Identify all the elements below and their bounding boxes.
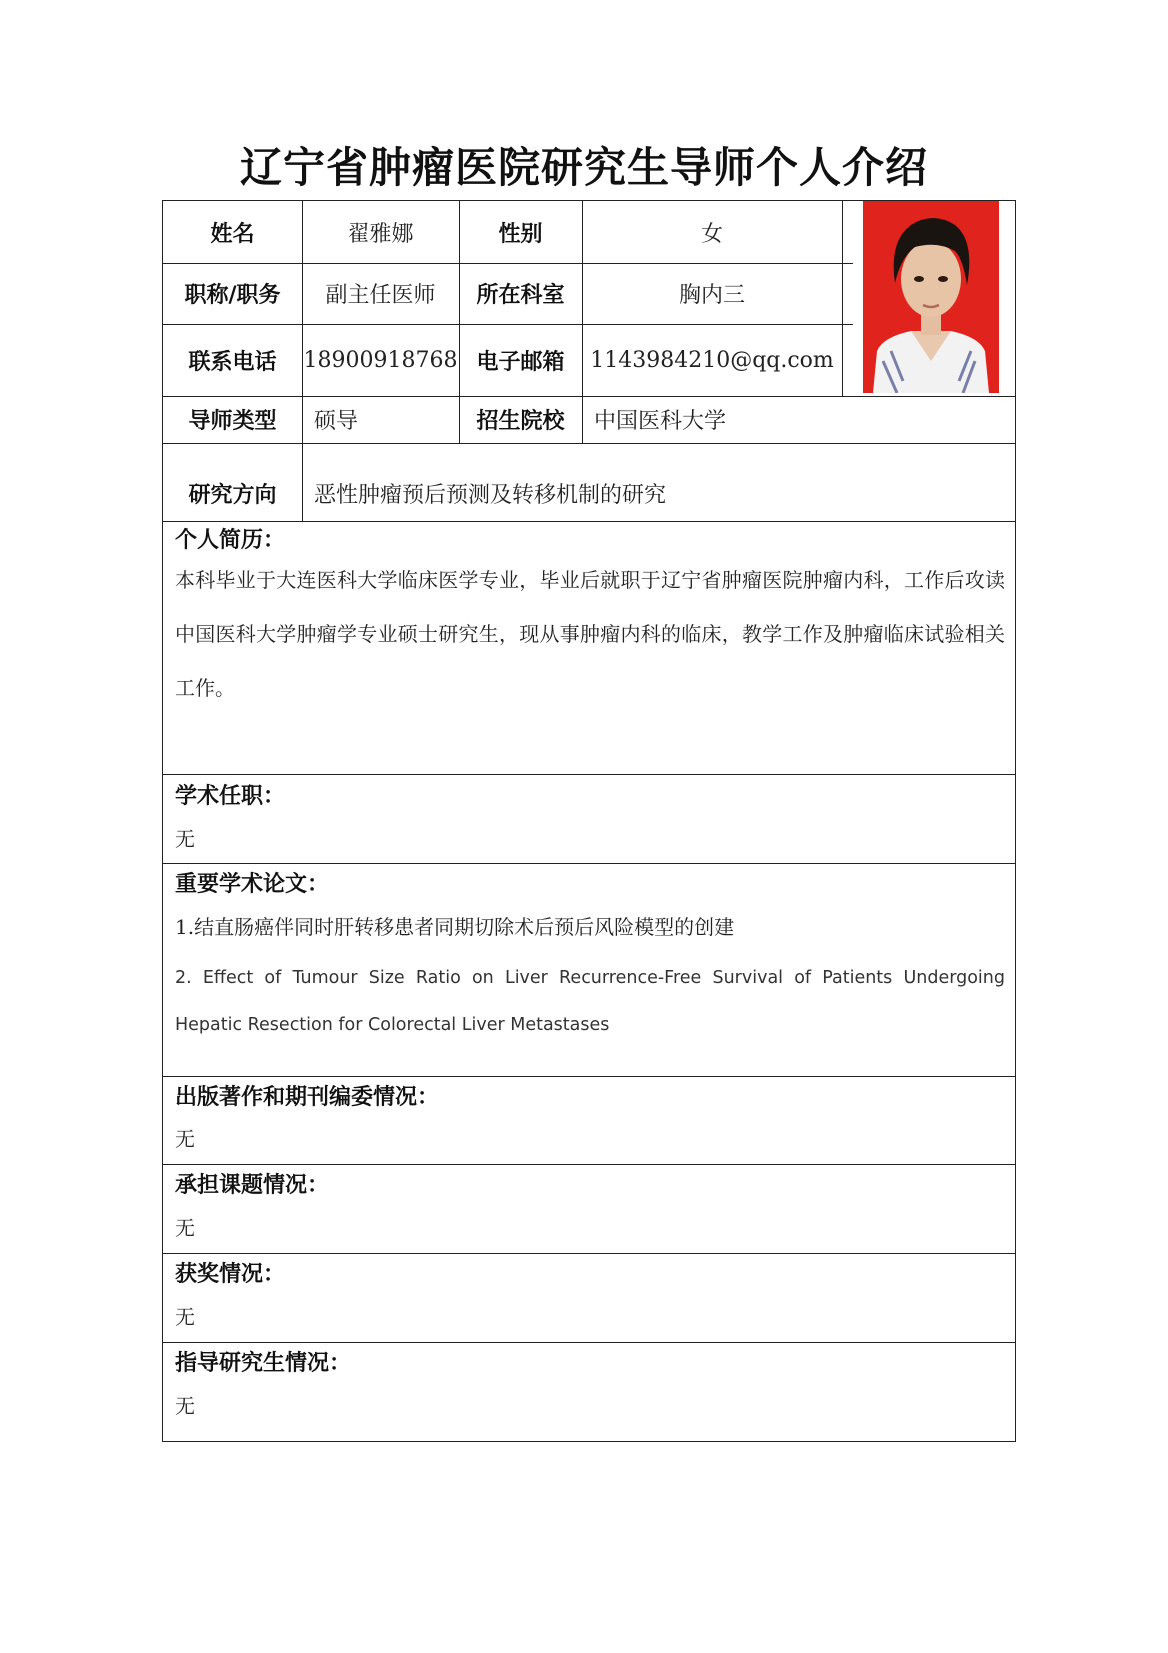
phone-value: 18900918768 <box>303 347 458 373</box>
portrait-photo-icon <box>863 201 999 393</box>
research-label: 研究方向 <box>188 483 277 508</box>
awards-title: 获奖情况： <box>175 1262 286 1287</box>
email-label: 电子邮箱 <box>476 349 565 375</box>
row-divider <box>163 1164 1015 1165</box>
row-divider <box>163 521 1015 522</box>
school-value: 中国医科大学 <box>594 409 727 434</box>
dept-value: 胸内三 <box>678 283 745 308</box>
phone-label: 联系电话 <box>188 349 277 375</box>
academic-text: 无 <box>175 827 195 851</box>
name-label: 姓名 <box>210 221 255 247</box>
gender-label: 性别 <box>498 221 543 247</box>
page-title: 辽宁省肿瘤医院研究生导师个人介绍 <box>239 143 928 192</box>
row-divider <box>163 1342 1015 1343</box>
name-value: 翟雅娜 <box>347 221 414 247</box>
awards-text: 无 <box>175 1305 195 1329</box>
projects-text: 无 <box>175 1216 195 1240</box>
row-divider <box>163 774 1015 775</box>
row-divider <box>163 1076 1015 1077</box>
bio-title: 个人简历： <box>175 528 286 553</box>
paper-item-2: 2. Effect of Tumour Size Ratio on Liver Recurrence-Free Survival of Patients Undergoing Hepatic Resection for Colorectal Liver Metastases <box>175 968 1005 1035</box>
bio-text: 本科毕业于大连医科大学临床医学专业，毕业后就职于辽宁省肿瘤医院肿瘤内科，工作后攻读中国医科大学肿瘤学专业硕士研究生，现从事肿瘤内科的临床，教学工作及肿瘤临床试验相关工作。 <box>175 568 1005 700</box>
publications-title: 出版著作和期刊编委情况： <box>175 1085 440 1110</box>
title-value: 副主任医师 <box>325 283 436 308</box>
students-title: 指导研究生情况： <box>175 1351 352 1376</box>
students-text: 无 <box>175 1394 195 1418</box>
projects-title: 承担课题情况： <box>175 1173 330 1198</box>
row-divider <box>163 863 1015 864</box>
research-value: 恶性肿瘤预后预测及转移机制的研究 <box>314 483 667 508</box>
col-divider <box>842 201 843 396</box>
academic-title: 学术任职： <box>175 784 286 809</box>
email-value: 1143984210@qq.com <box>590 347 834 373</box>
row-divider <box>163 1253 1015 1254</box>
dept-label: 所在科室 <box>476 283 565 308</box>
papers-title: 重要学术论文： <box>175 872 330 897</box>
gender-value: 女 <box>700 221 723 247</box>
profile-table <box>162 200 1016 1442</box>
supervisor-value: 硕导 <box>314 409 359 434</box>
paper-item-1: 1.结直肠癌伴同时肝转移患者同期切除术后预后风险模型的创建 <box>175 915 735 939</box>
portrait-photo <box>863 201 999 393</box>
publications-text: 无 <box>175 1127 195 1151</box>
supervisor-label: 导师类型 <box>188 409 277 434</box>
title-label: 职称/职务 <box>184 283 281 308</box>
school-label: 招生院校 <box>476 409 565 434</box>
